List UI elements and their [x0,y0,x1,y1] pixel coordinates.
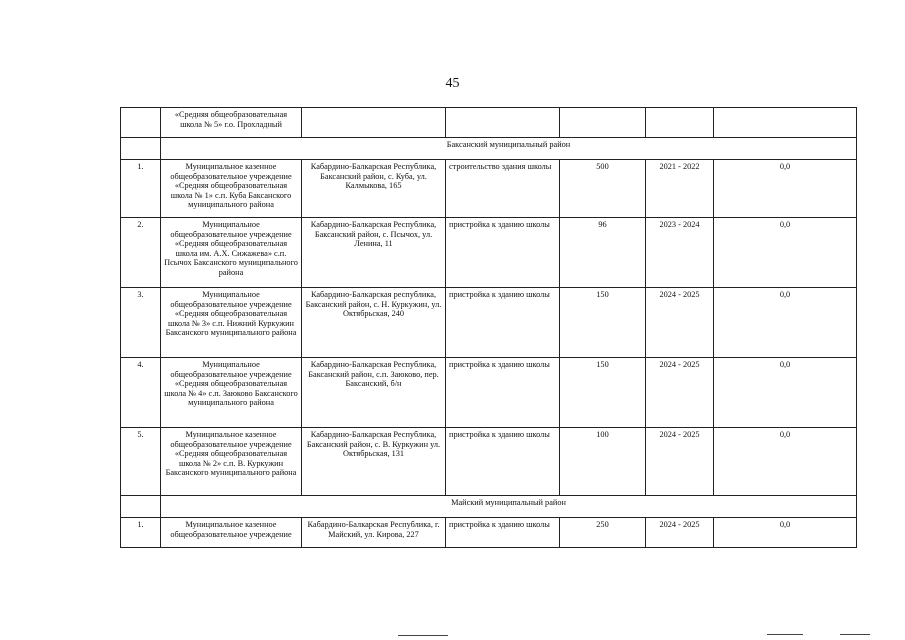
row-number: 1. [121,518,161,548]
amount: 0,0 [714,288,857,358]
table-row [121,518,857,548]
work-type: пристройка к зданию школы [446,358,560,428]
capacity: 96 [560,218,646,288]
section-header-row [121,496,857,518]
scan-artifact-line [767,634,803,635]
institution-address: Кабардино-Балкарская Республика, г. Майский, ул. Кирова, 227 [302,518,446,548]
row-number: 5. [121,428,161,496]
institution-name: Муниципальное общеобразовательное учреждение «Средняя общеобразовательная школа № 3» с.п. Нижний Куркужин Баксанского муниципального района [161,288,302,358]
institution-address: Кабардино-Балкарская Республика, Баксанский район, с.п. Заюково, пер. Баксанский, б/н [302,358,446,428]
section-header-row [121,138,857,160]
years: 2024 - 2025 [646,358,714,428]
capacity: 250 [560,518,646,548]
amount: 0,0 [714,160,857,218]
table-row [121,428,857,496]
institution-name: «Средняя общеобразовательная школа № 5» г.о. Прохладный [161,108,302,138]
row-number: 4. [121,358,161,428]
row-number [121,108,161,138]
institution-address: Кабардино-Балкарская Республика, Баксанский район, с. Куба, ул. Калмыкова, 165 [302,160,446,218]
years: 2024 - 2025 [646,288,714,358]
institution-name: Муниципальное казенное общеобразовательное учреждение «Средняя общеобразовательная школа № 1» с.п. Куба Баксанского муниципального района [161,160,302,218]
schools-table [120,107,857,548]
years: 2023 - 2024 [646,218,714,288]
years: 2024 - 2025 [646,428,714,496]
amount: 0,0 [714,428,857,496]
table-row [121,288,857,358]
amount: 0,0 [714,518,857,548]
work-type: пристройка к зданию школы [446,288,560,358]
table-row [121,108,857,138]
capacity [560,108,646,138]
institution-name: Муниципальное казенное общеобразовательное учреждение [161,518,302,548]
institution-address: Кабардино-Балкарская Республика, Баксанский район, с. В. Куркужин ул. Октябрьская, 131 [302,428,446,496]
row-number: 3. [121,288,161,358]
amount: 0,0 [714,358,857,428]
years: 2021 - 2022 [646,160,714,218]
institution-address: Кабардино-Балкарская республика, Баксанский район, с. Н. Куркужин, ул. Октябрьская, 240 [302,288,446,358]
row-number: 1. [121,160,161,218]
institution-name: Муниципальное общеобразовательное учреждение «Средняя общеобразовательная школа им. А.Х. Сижажева» с.п. Псычох Баксанского муниципального района [161,218,302,288]
work-type: строительство здания школы [446,160,560,218]
section-title: Майский муниципальный район [161,496,857,518]
years: 2024 - 2025 [646,518,714,548]
amount [714,108,857,138]
capacity: 150 [560,358,646,428]
work-type: пристройка к зданию школы [446,518,560,548]
work-type: пристройка к зданию школы [446,218,560,288]
page-number: 45 [445,76,460,91]
table-row [121,218,857,288]
capacity: 100 [560,428,646,496]
years [646,108,714,138]
institution-name: Муниципальное общеобразовательное учреждение «Средняя общеобразовательная школа № 4» с.п. Заюково Баксанского муниципального района [161,358,302,428]
row-number: 2. [121,218,161,288]
table-row [121,160,857,218]
institution-address: Кабардино-Балкарская Республика, Баксанский район, с. Псычох, ул. Ленина, 11 [302,218,446,288]
scan-artifact-line [840,634,870,635]
table-row [121,358,857,428]
section-title: Баксанский муниципальный район [161,138,857,160]
institution-name: Муниципальное казенное общеобразовательное учреждение «Средняя общеобразовательная школа № 2» с.п. В. Куркужин Баксанского муниципального района [161,428,302,496]
capacity: 500 [560,160,646,218]
work-type: пристройка к зданию школы [446,428,560,496]
scan-artifact-line [398,635,448,636]
amount: 0,0 [714,218,857,288]
work-type [446,108,560,138]
capacity: 150 [560,288,646,358]
institution-address [302,108,446,138]
